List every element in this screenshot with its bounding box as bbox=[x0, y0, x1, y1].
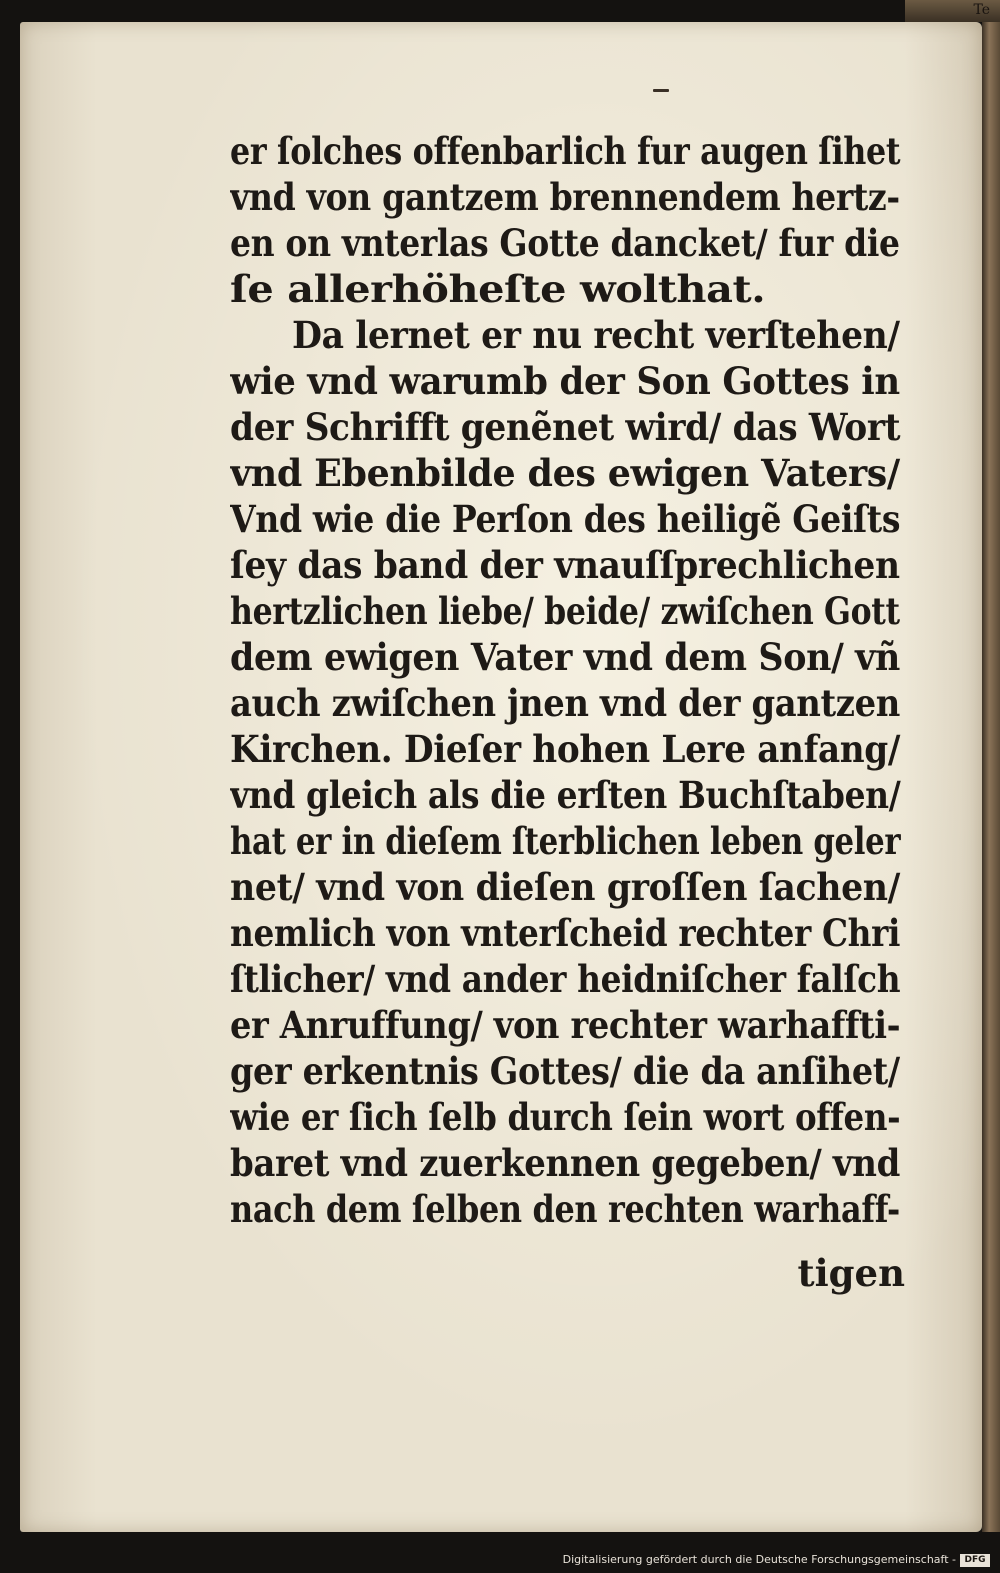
text-line: hertzlichen liebe/ beide/ zwiſchen Gott bbox=[230, 589, 900, 633]
text-line: wie er ſich ſelb durch ſein wort offen- bbox=[230, 1095, 901, 1139]
text-line: nach dem ſelben den rechten warhaff- bbox=[230, 1187, 900, 1231]
book-binding bbox=[982, 0, 1000, 1573]
body-text bbox=[230, 128, 910, 1232]
text-line: ſe allerhöheſte wolthat. bbox=[230, 267, 766, 311]
text-line: wie vnd warumb der Son Gottes in bbox=[230, 359, 900, 403]
text-line: ſtlicher/ vnd ander heidniſcher falſch bbox=[230, 957, 901, 1001]
text-line: dem ewigen Vater vnd dem Son/ vñ bbox=[230, 635, 901, 679]
dfg-logo: DFG bbox=[960, 1554, 990, 1567]
page-top-mark bbox=[653, 89, 669, 92]
text-line: net/ vnd von dieſen groſſen ſachen/ bbox=[230, 865, 900, 909]
text-line: er ſolches offenbarlich fur augen ſihet bbox=[230, 129, 901, 173]
text-line: Vnd wie die Perſon des heiligẽ Geiſts bbox=[230, 497, 901, 541]
text-line: vnd Ebenbilde des ewigen Vaters/ bbox=[230, 451, 900, 495]
text-line: auch zwiſchen jnen vnd der gantzen bbox=[230, 681, 900, 725]
footer-bar bbox=[0, 1532, 1000, 1573]
text-line: baret vnd zuerkennen gegeben/ vnd bbox=[230, 1141, 901, 1185]
top-corner-strip bbox=[905, 0, 1000, 22]
text-line: Da lernet er nu recht verſtehen/ bbox=[292, 313, 900, 357]
text-line: nemlich von vnterſcheid rechter Chri bbox=[230, 911, 901, 955]
corner-text: Te bbox=[973, 2, 990, 18]
footer-credit: Digitalisierung gefördert durch die Deutsche Forschungsgemeinschaft - bbox=[562, 1553, 956, 1566]
text-line: der Schrifft genẽnet wird/ das Wort bbox=[230, 405, 901, 449]
text-line: ger erkentnis Gottes/ die da anſihet/ bbox=[230, 1049, 900, 1093]
catchword: tigen bbox=[797, 1251, 905, 1295]
text-line: en on vnterlas Gotte dancket/ fur die bbox=[230, 221, 900, 265]
text-line: vnd von gantzem brennendem hertz- bbox=[230, 175, 900, 219]
text-line: Kirchen. Dieſer hohen Lere anfang/ bbox=[230, 727, 901, 771]
text-line: er Anruffung/ von rechter warhaffti- bbox=[230, 1003, 901, 1047]
text-line: vnd gleich als die erſten Buchſtaben/ bbox=[230, 773, 901, 817]
text-line: hat er in dieſem ſterblichen leben geler bbox=[230, 819, 901, 863]
text-line: ſey das band der vnauſſprechlichen bbox=[230, 543, 900, 587]
